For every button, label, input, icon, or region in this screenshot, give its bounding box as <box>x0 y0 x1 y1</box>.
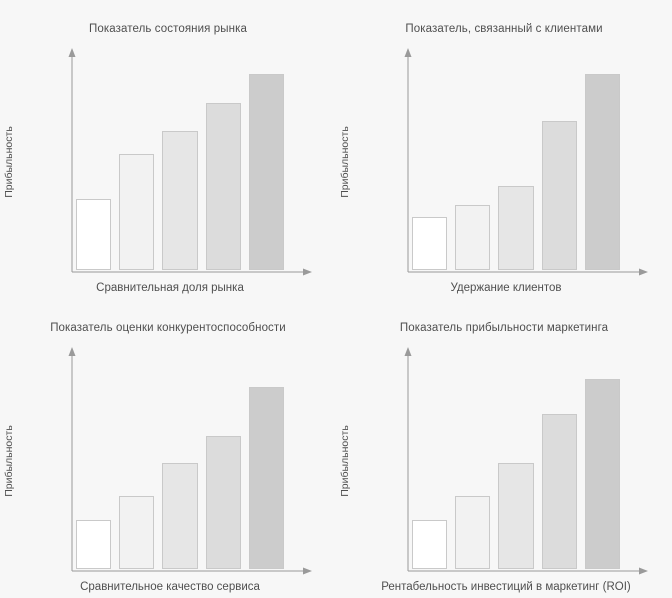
plot-area <box>398 345 654 577</box>
plot-area <box>62 345 318 577</box>
bar-5 <box>585 379 620 569</box>
x-axis-label: Сравнительное качество сервиса <box>80 581 260 593</box>
y-axis-label <box>336 46 354 278</box>
bar-1 <box>76 520 111 569</box>
bar-1 <box>76 199 111 270</box>
x-axis-label: Сравнительная доля рынка <box>96 282 244 294</box>
bar-3 <box>162 463 197 569</box>
bar-5 <box>585 74 620 270</box>
chart-title: Показатель состояния рынка <box>89 23 247 35</box>
chart-panel-competitiveness <box>0 299 336 598</box>
x-axis-label: Рентабельность инвестиций в маркетинг (ROI) <box>381 581 631 593</box>
bar-4 <box>542 121 577 270</box>
bar-4 <box>206 436 241 569</box>
bar-series <box>76 373 284 569</box>
chart-panel-market-condition <box>0 0 336 299</box>
bar-2 <box>119 154 154 270</box>
y-axis-label-text: Прибыльность <box>3 126 16 198</box>
bar-series <box>76 74 284 270</box>
bar-series <box>412 74 620 270</box>
plot-area <box>62 46 318 278</box>
chart-panel-marketing-profitability <box>336 299 672 598</box>
bar-1 <box>412 520 447 569</box>
x-axis-label: Удержание клиентов <box>450 282 562 294</box>
bar-5 <box>249 74 284 270</box>
y-axis-label-text: Прибыльность <box>339 126 352 198</box>
bar-1 <box>412 217 447 270</box>
bar-3 <box>498 463 533 569</box>
bar-series <box>412 373 620 569</box>
chart-panel-customer-metric <box>336 0 672 299</box>
y-axis-label-text: Прибыльность <box>339 425 352 497</box>
chart-title: Показатель прибыльности маркетинга <box>399 322 609 334</box>
bar-3 <box>498 186 533 270</box>
y-axis-label <box>336 345 354 577</box>
bar-5 <box>249 387 284 569</box>
chart-title: Показатель, связанный с клиентами <box>405 23 603 35</box>
bar-4 <box>542 414 577 569</box>
chart-title: Показатель оценки конкурентоспособности <box>50 322 286 334</box>
bar-4 <box>206 103 241 270</box>
bar-2 <box>119 496 154 569</box>
bar-2 <box>455 205 490 270</box>
y-axis-label <box>0 46 18 278</box>
bar-3 <box>162 131 197 270</box>
bar-2 <box>455 496 490 569</box>
y-axis-label-text: Прибыльность <box>3 425 16 497</box>
plot-area <box>398 46 654 278</box>
y-axis-label <box>0 345 18 577</box>
